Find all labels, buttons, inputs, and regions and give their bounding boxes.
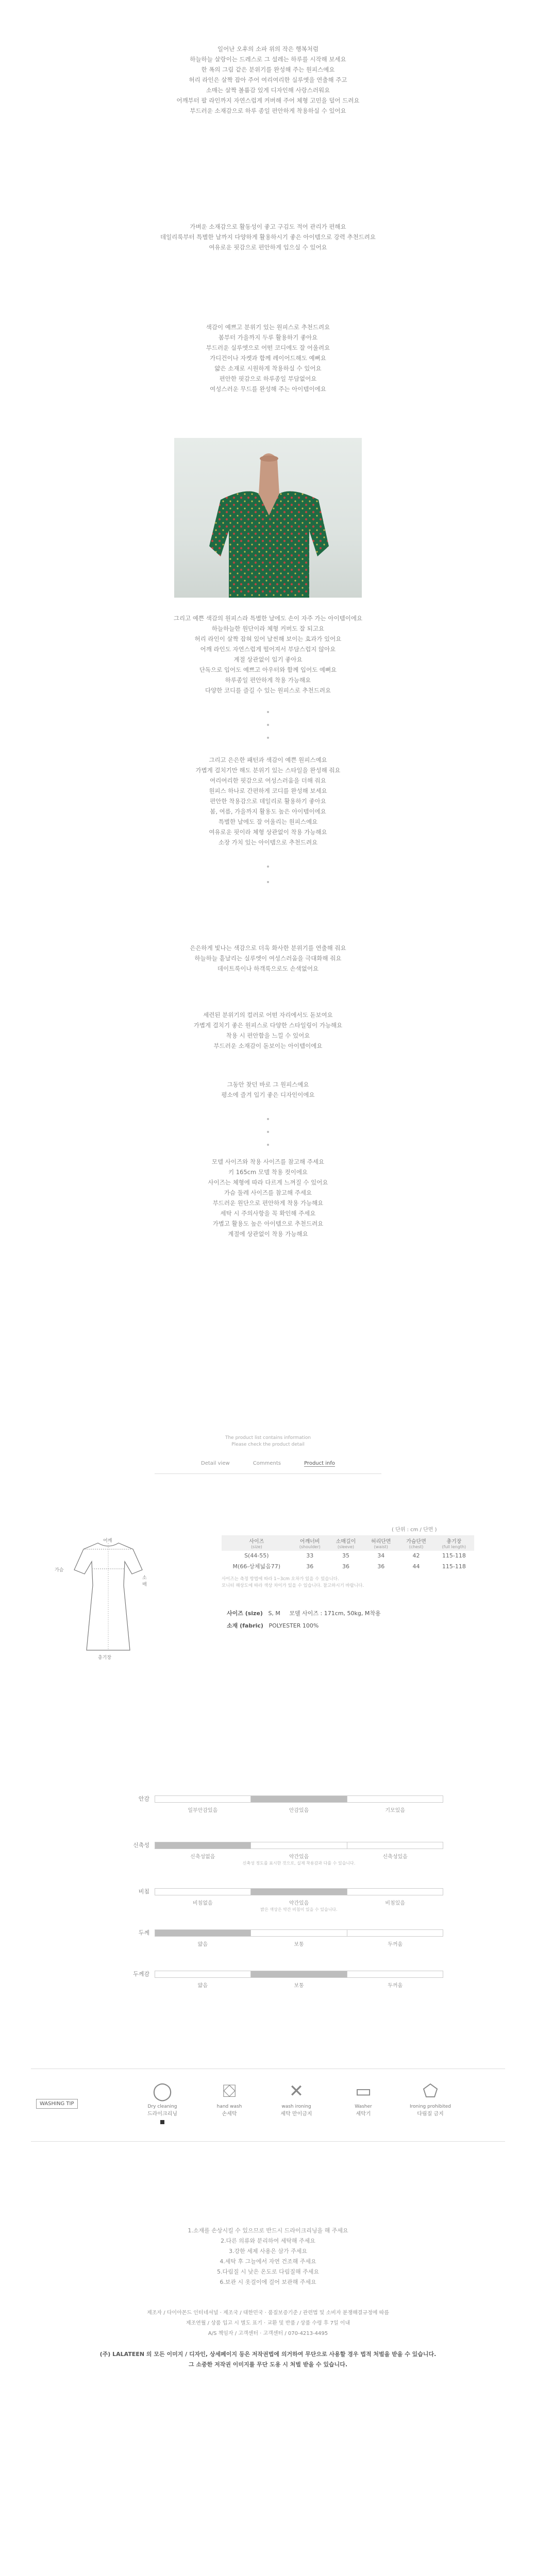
paragraph-line: 데일리룩부터 특별한 날까지 다양하게 활용하시기 좋은 아이템으로 강력 추천드려요 xyxy=(160,233,376,241)
fabric-value: POLYESTER 100% xyxy=(269,1622,319,1629)
size-cell: 115-118 xyxy=(442,1563,466,1570)
spec-block xyxy=(227,1607,381,1632)
intro-paragraph-7 xyxy=(62,1010,474,1051)
washing-label-en: Washer xyxy=(355,2104,372,2109)
gauge-label: 얇음 xyxy=(197,1942,208,1947)
size-table-row xyxy=(222,1551,474,1561)
product-notice xyxy=(165,1435,371,1448)
intro-paragraph-6 xyxy=(62,943,474,974)
paragraph-line: 여성스러운 무드를 완성해 주는 아이템이에요 xyxy=(210,385,326,393)
care-notes-line: 1.소재를 손상시킬 수 있으므로 반드시 드라이크리닝을 해 주세요 xyxy=(188,2227,348,2234)
copyright-notice xyxy=(62,2349,474,2370)
divider-dot xyxy=(267,866,269,868)
gauge-segment xyxy=(251,1971,347,1977)
size-notes xyxy=(222,1576,474,1589)
care-notes xyxy=(62,2226,474,2287)
gauge-label: 보통 xyxy=(294,1942,304,1947)
paragraph-line: 부드러운 소재감이 돋보이는 아이템이에요 xyxy=(213,1042,323,1049)
gauge-segment xyxy=(155,1930,251,1936)
gauge-segment xyxy=(155,1971,251,1977)
paragraph-line: 허리 라인이 살짝 잡혀 있어 날씬해 보이는 효과가 있어요 xyxy=(194,635,342,642)
size-note: 사이즈는 측정 방법에 따라 1~3cm 오차가 있을 수 있습니다. xyxy=(222,1577,339,1582)
paragraph-line: 가슴 둘레 사이즈를 참고해 주세요 xyxy=(224,1189,312,1196)
paragraph-line: 세련된 분위기의 컬러로 어떤 자리에서도 돋보여요 xyxy=(203,1011,333,1019)
washing-label-ko: 손세탁 xyxy=(222,2111,237,2117)
paragraph-line: 세탁 시 주의사항을 꼭 확인해 주세요 xyxy=(220,1210,316,1217)
gauge-label: 비침없음 xyxy=(193,1901,213,1906)
paragraph-line: 가벼운 소재감으로 활동성이 좋고 구김도 적어 관리가 편해요 xyxy=(190,223,346,230)
size-header-cell xyxy=(328,1535,363,1551)
washing-label-ko: 세탁기 xyxy=(356,2111,371,2117)
washing-label-en: Ironing prohibited xyxy=(409,2104,451,2109)
size-cell: S(44-55) xyxy=(244,1552,269,1559)
size-cell: 36 xyxy=(342,1563,349,1570)
gauge-label: 약간있음 xyxy=(289,1854,309,1860)
gauge-segment xyxy=(251,1796,347,1802)
paragraph-line: 착용 시 편안함을 느낄 수 있어요 xyxy=(226,1032,310,1039)
footer-lines-line: 제조연월 / 상품 입고 시 별도 표기 · 교환 및 반품 / 상품 수령 후 7일 이내 xyxy=(186,2320,350,2326)
size-cell: 44 xyxy=(412,1563,420,1570)
gauge-label: 두꺼움 xyxy=(388,1942,403,1947)
divider-dot xyxy=(267,1131,269,1133)
size-note: 모니터 해상도에 따라 색상 차이가 있을 수 있습니다. 참고하시기 바랍니다. xyxy=(222,1583,364,1588)
paragraph-line: 봄부터 가을까지 두루 활용하기 좋아요 xyxy=(218,334,318,341)
machine-wash-icon: ▭ xyxy=(355,2081,372,2102)
washing-label-en: wash ironing xyxy=(281,2104,311,2109)
care-notes-line: 6.보관 시 옷걸이에 걸어 보관해 주세요 xyxy=(220,2279,316,2285)
size-header-cell xyxy=(434,1535,474,1551)
gauge-labels xyxy=(155,1899,443,1906)
washing-check-icon xyxy=(361,2120,365,2124)
tab-comments[interactable]: Comments xyxy=(253,1461,281,1466)
gauge-name: 비침 xyxy=(138,1888,149,1895)
gauge-label: 신축성없음 xyxy=(190,1854,215,1860)
size-cell: M(66-상체넓음77) xyxy=(232,1563,281,1570)
paragraph-line: 색감이 예쁘고 분위기 있는 원피스로 추천드려요 xyxy=(206,324,330,331)
fabric-label: 소재 (fabric) xyxy=(227,1622,263,1629)
paragraph-line: 편안한 핏감으로 하루종일 부담없어요 xyxy=(219,375,317,382)
tab-divider xyxy=(155,1473,381,1474)
size-unit: ( 단위 : cm / 단면 ) xyxy=(392,1527,437,1533)
paragraph-line: 계절 상관없이 입기 좋아요 xyxy=(233,656,303,663)
header-ko: 허리단면 xyxy=(371,1539,391,1545)
paragraph-line: 소매는 살짝 볼륨감 있게 디자인해 사랑스러워요 xyxy=(206,87,330,94)
gauge-name: 두께감 xyxy=(133,1971,149,1977)
intro-paragraph-4 xyxy=(62,613,474,696)
washing-label-ko: 드라이크리닝 xyxy=(147,2111,177,2117)
gauge-labels xyxy=(155,1981,443,1989)
header-en: (full length) xyxy=(442,1545,466,1549)
intro-paragraph-8 xyxy=(62,1079,474,1100)
gauge-bar xyxy=(155,1929,443,1937)
size-cell: 115-118 xyxy=(442,1552,466,1559)
gauge-label: 안감있음 xyxy=(289,1808,309,1814)
gauge-name: 안감 xyxy=(138,1795,149,1802)
paragraph-line: 가볍고 활용도 높은 아이템으로 추천드려요 xyxy=(212,1220,324,1227)
paragraph-line: 가디건이나 자켓과 함께 레이어드해도 예뻐요 xyxy=(210,354,326,362)
paragraph-line: 데이트룩이나 하객룩으로도 손색없어요 xyxy=(217,965,319,972)
paragraph-line: 평소에 즐겨 입기 좋은 디자인이에요 xyxy=(221,1091,315,1098)
footer-lines-line: A/S 책임자 / 고객센터 · 고객센터 / 070-4213-4495 xyxy=(208,2331,328,2336)
chest-label: 가슴 xyxy=(55,1568,64,1573)
bottom-notice-line: (주) LALATEEN 의 모든 이미지 / 디자인, 상세페이지 등은 저작권법에 의거하여 무단으로 사용할 경우 법적 처벌을 받을 수 있습니다. xyxy=(99,2351,437,2358)
washing-label-ko: 다림질 금지 xyxy=(417,2111,444,2117)
notice-line: Please check the product detail xyxy=(231,1442,305,1447)
paragraph-line: 하늘하늘 흩날리는 실루엣이 여성스러움을 극대화해 줘요 xyxy=(194,955,342,962)
paragraph-line: 그리고 예쁜 색감의 원피스라 특별한 날에도 손이 자주 가는 아이템이에요 xyxy=(173,615,363,622)
hand-wash-icon: ⛋ xyxy=(223,2081,236,2102)
washing-check-icon xyxy=(160,2120,164,2124)
paragraph-line: 소장 가치 있는 아이템으로 추천드려요 xyxy=(218,839,318,846)
gauge-bar xyxy=(155,1842,443,1849)
care-notes-line: 3.강한 세제 사용은 삼가 주세요 xyxy=(229,2248,307,2255)
gauge-name: 신축성 xyxy=(133,1842,149,1849)
paragraph-line: 허리 라인은 살짝 잡아 주어 여리여리한 실루엣을 연출해 주고 xyxy=(189,76,347,83)
intro-paragraph-5 xyxy=(62,755,474,848)
gauge-note: 신축성 정도를 표시한 것으로, 실제 착용감과 다를 수 있습니다. xyxy=(242,1861,356,1866)
dress-diagram xyxy=(55,1538,149,1672)
gauge-bar xyxy=(155,1888,443,1895)
paragraph-line: 여리여리한 핏감으로 여성스러움을 더해 줘요 xyxy=(210,777,326,784)
paragraph-line: 원피스 하나로 간편하게 코디를 완성해 보세요 xyxy=(209,787,327,794)
care-notes-line: 4.세탁 후 그늘에서 자연 건조해 주세요 xyxy=(220,2258,316,2265)
gauge-segment xyxy=(347,1930,443,1936)
washing-check-icon xyxy=(294,2120,298,2124)
paragraph-line: 어깨 라인도 자연스럽게 떨어져서 부담스럽지 않아요 xyxy=(200,646,336,653)
gauge-segment xyxy=(347,1842,443,1849)
size-cell: 33 xyxy=(306,1552,314,1559)
size-table-header xyxy=(222,1535,474,1551)
gauge-name: 두께 xyxy=(138,1929,149,1936)
size-cell: 35 xyxy=(342,1552,349,1559)
header-en: (chest) xyxy=(409,1545,424,1549)
gauge-label: 약간있음 xyxy=(289,1901,309,1906)
washing-items xyxy=(134,2078,495,2135)
header-ko: 총기장 xyxy=(446,1539,462,1545)
size-table-wrap xyxy=(222,1535,474,1589)
size-cell: 42 xyxy=(412,1552,420,1559)
gauge-segment xyxy=(251,1889,347,1895)
gauge-segment xyxy=(251,1930,347,1936)
washing-check-icon xyxy=(227,2120,231,2124)
gauge-segment xyxy=(155,1842,251,1849)
paragraph-line: 은은하게 빛나는 색감으로 더욱 화사한 분위기를 연출해 줘요 xyxy=(190,944,346,952)
gauge-segment xyxy=(155,1796,251,1802)
gauge-label: 보통 xyxy=(294,1983,304,1989)
washing-tip-title: WASHING TIP xyxy=(36,2099,78,2109)
paragraph-line: 얇은 소재로 시원하게 착용하실 수 있어요 xyxy=(214,365,322,372)
header-ko: 소매길이 xyxy=(336,1539,356,1545)
paragraph-line: 사이즈는 체형에 따라 다르게 느껴질 수 있어요 xyxy=(208,1179,328,1186)
no-bleach-icon: ✕ xyxy=(289,2081,304,2102)
divider-dot xyxy=(267,724,269,726)
notice-line: The product list contains information xyxy=(225,1435,311,1440)
washing-item xyxy=(335,2078,392,2124)
intro-paragraph-3 xyxy=(62,322,474,394)
washing-item xyxy=(201,2078,258,2124)
intro-paragraph-2 xyxy=(62,222,474,252)
paragraph-line: 키 165cm 모델 착용 컷이에요 xyxy=(228,1168,308,1176)
gauge-segment xyxy=(155,1889,251,1895)
divider-dot xyxy=(267,711,269,713)
gauge-segment xyxy=(347,1889,443,1895)
paragraph-line: 한 폭의 그림 같은 분위기를 완성해 주는 원피스예요 xyxy=(201,66,335,73)
paragraph-line: 부드러운 실루엣으로 어떤 코디에도 잘 어울려요 xyxy=(206,344,330,351)
size-header-cell xyxy=(222,1535,292,1551)
paragraph-line: 계절에 상관없이 착용 가능해요 xyxy=(228,1230,308,1238)
gauge-labels xyxy=(155,1940,443,1947)
product-photo xyxy=(174,438,362,598)
paragraph-line: 가볍게 걸치기 좋은 원피스로 다양한 스타일링이 가능해요 xyxy=(193,1022,343,1029)
washing-item xyxy=(402,2078,459,2124)
length-label: 총기장 xyxy=(98,1655,112,1660)
intro-paragraph-1 xyxy=(62,44,474,116)
footer-lines-line: 제조자 / 다이아몬드 인터네셔널 · 제조국 / 대한민국 · 품질보증기준 / 관련법 및 소비자 분쟁해결규정에 따름 xyxy=(147,2310,389,2316)
size-spec-value: S, M xyxy=(268,1610,280,1617)
header-ko: 사이즈 xyxy=(249,1539,264,1545)
divider-dot xyxy=(267,881,269,883)
dry-clean-icon: ◯ xyxy=(152,2081,173,2102)
paragraph-line: 그리고 은은한 패턴과 색감이 예쁜 원피스예요 xyxy=(209,756,327,764)
size-cell: 36 xyxy=(306,1563,314,1570)
gauge-segment xyxy=(251,1842,347,1849)
model-info: 모델 사이즈 : 171cm, 50kg, M착용 xyxy=(289,1610,381,1617)
washing-label-ko: 세탁 만이금지 xyxy=(280,2111,312,2117)
sleeve-label: 소매 xyxy=(142,1575,147,1587)
tab-bar xyxy=(201,1461,335,1467)
divider-dot xyxy=(267,737,269,739)
paragraph-line: 가볍게 걸치기만 해도 분위기 있는 스타일을 완성해 줘요 xyxy=(195,767,341,774)
washing-item xyxy=(268,2078,325,2124)
size-header-cell xyxy=(398,1535,433,1551)
bottom-notice-line: 그 소중한 저작권 이미지를 무단 도용 시 처벌 받을 수 있습니다. xyxy=(188,2361,348,2368)
paragraph-line: 하루종일 편안하게 착용 가능해요 xyxy=(225,676,311,684)
washing-tip-box xyxy=(31,2069,505,2142)
footer-info xyxy=(62,2308,474,2339)
gauge-label: 신축성있음 xyxy=(382,1854,408,1860)
header-ko: 어깨너비 xyxy=(299,1539,320,1545)
paragraph-line: 하늘하늘 살랑이는 드레스로 그 설레는 하루를 시작해 보세요 xyxy=(190,56,346,63)
paragraph-line: 단독으로 입어도 예쁘고 아우터와 함께 입어도 예뻐요 xyxy=(199,666,337,673)
header-ko: 가슴단면 xyxy=(406,1539,426,1545)
paragraph-line: 여유로운 핏이라 체형 상관없이 착용 가능해요 xyxy=(209,828,327,836)
header-en: (shoulder) xyxy=(299,1545,321,1549)
care-notes-line: 5.다림질 시 낮은 온도로 다림질해 주세요 xyxy=(217,2268,319,2275)
size-spec-label: 사이즈 (size) xyxy=(227,1610,263,1617)
paragraph-line: 하늘하늘한 원단이라 체형 커버도 잘 되고요 xyxy=(211,625,325,632)
gauge-bar xyxy=(155,1971,443,1978)
no-iron-icon: ⬠ xyxy=(423,2081,438,2102)
gauge-label: 일부안감있음 xyxy=(188,1808,218,1814)
gauge-segment xyxy=(347,1971,443,1977)
gauge-labels xyxy=(155,1806,443,1814)
paragraph-line: 부드러운 소재감으로 하루 종일 편안하게 착용하실 수 있어요 xyxy=(190,107,346,114)
gauge-labels xyxy=(155,1852,443,1860)
paragraph-line: 부드러운 원단으로 편안하게 착용 가능해요 xyxy=(212,1199,324,1207)
gauge-segment xyxy=(347,1796,443,1802)
size-header-cell xyxy=(292,1535,328,1551)
paragraph-line: 어깨부터 팔 라인까지 자연스럽게 커버해 주어 체형 고민을 덜어 드려요 xyxy=(176,97,360,104)
paragraph-line: 일어난 오후의 소파 위의 작은 행복처럼 xyxy=(217,45,319,53)
washing-label-en: hand wash xyxy=(216,2104,242,2109)
size-cell: 34 xyxy=(377,1552,385,1559)
intro-paragraph-9 xyxy=(62,1157,474,1239)
header-en: (sleeve) xyxy=(337,1545,355,1549)
size-cell: 36 xyxy=(377,1563,385,1570)
paragraph-line: 모델 사이즈와 착용 사이즈를 참고해 주세요 xyxy=(211,1158,325,1165)
paragraph-line: 편안한 착용감으로 데일리로 활용하기 좋아요 xyxy=(210,798,326,805)
gauge-label: 기모있음 xyxy=(385,1808,405,1814)
washing-label-en: Dry cleaning xyxy=(147,2104,177,2109)
tab-product-info[interactable]: Product info xyxy=(304,1461,335,1466)
gauge-bar xyxy=(155,1795,443,1803)
tab-detail-view[interactable]: Detail view xyxy=(201,1461,230,1466)
gauge-label: 비침있음 xyxy=(385,1901,405,1906)
washing-check-icon xyxy=(428,2120,432,2124)
paragraph-line: 다양한 코디를 즐길 수 있는 원피스로 추천드려요 xyxy=(205,687,331,694)
gauge-label: 두꺼움 xyxy=(388,1983,403,1989)
header-en: (size) xyxy=(250,1545,262,1549)
gauge-note: 밝은 색상은 약간 비침이 있을 수 있습니다. xyxy=(260,1907,338,1912)
paragraph-line: 특별한 날에도 잘 어울리는 원피스예요 xyxy=(218,818,318,825)
shoulder-label: 어깨 xyxy=(103,1538,112,1544)
divider-dot xyxy=(267,1144,269,1146)
care-notes-line: 2.다른 의류와 분리하여 세탁해 주세요 xyxy=(221,2238,315,2244)
paragraph-line: 봄, 여름, 가을까지 활용도 높은 아이템이에요 xyxy=(210,808,326,815)
size-table xyxy=(222,1535,474,1572)
washing-item xyxy=(134,2078,191,2124)
gauge-label: 얇음 xyxy=(197,1983,208,1989)
paragraph-line: 그동안 찾던 바로 그 원피스예요 xyxy=(227,1081,309,1088)
header-en: (waist) xyxy=(374,1545,388,1549)
paragraph-line: 여유로운 핏감으로 편안하게 입으실 수 있어요 xyxy=(209,244,327,251)
divider-dot xyxy=(267,1118,269,1120)
size-table-row xyxy=(222,1561,474,1572)
size-header-cell xyxy=(363,1535,398,1551)
